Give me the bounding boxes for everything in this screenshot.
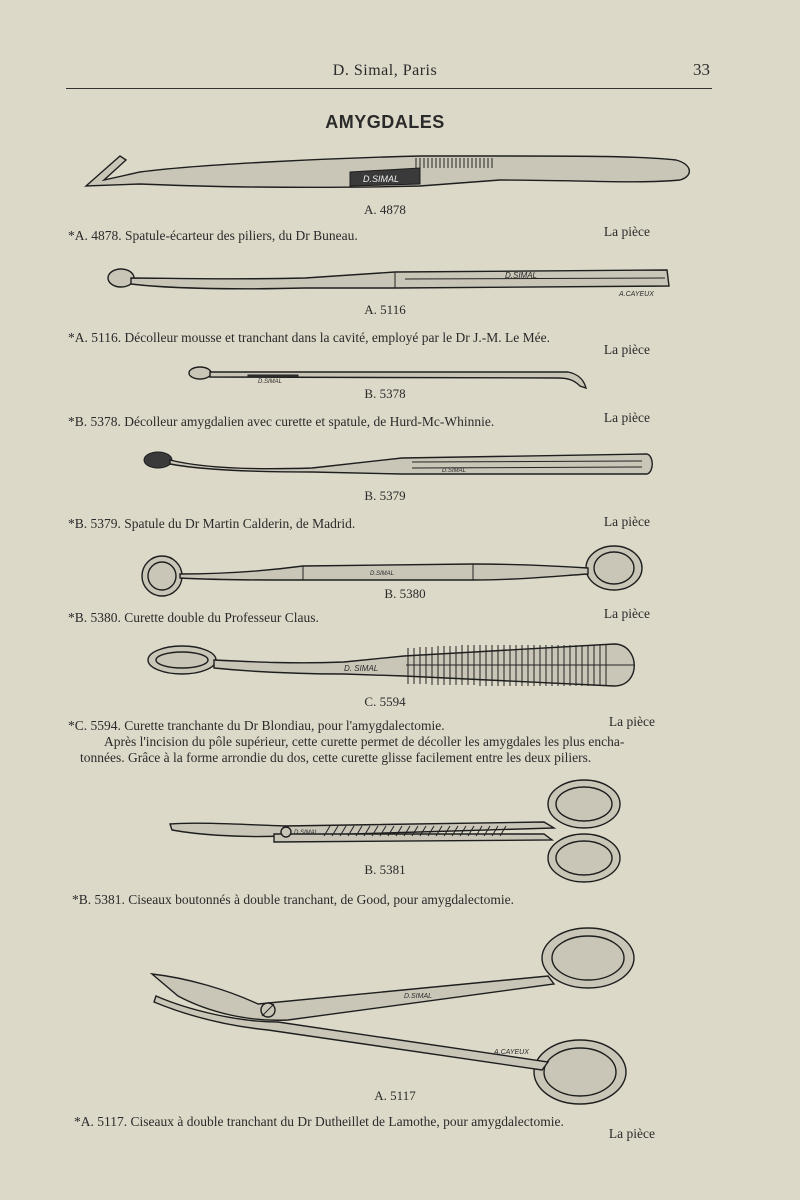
item-note-line: Après l'incision du pôle supérieur, cette curette permet de décoller les amygdales les plus encha- (104, 734, 625, 749)
item-code: B. 5381 (364, 862, 406, 877)
engraving-engraver: A.CAYEUX (494, 1049, 529, 1056)
item-price: La pièce (603, 342, 650, 357)
engraving-maker: D.SIMAL (404, 993, 433, 1000)
item-price: La pièce (608, 714, 655, 729)
engraving-maker: D.SIMAL (258, 379, 283, 385)
item-price: La pièce (603, 224, 650, 239)
item-code: C. 5594 (364, 694, 406, 709)
item-description: *A. 5117. Ciseaux à double tranchant du Dr Dutheillet de Lamothe, pour amygdalectomie. (74, 1114, 564, 1129)
instrument-a5117-illustration (148, 926, 643, 1111)
item-description: *C. 5594. Curette tranchante du Dr Blondiau, pour l'amygdalectomie. (68, 718, 445, 733)
item-price: La pièce (603, 514, 650, 529)
item-code: A. 5116 (364, 302, 406, 317)
item-description: *A. 4878. Spatule-écarteur des piliers, du Dr Buneau. (68, 228, 358, 243)
item-code: B. 5380 (384, 586, 426, 601)
running-header: D. Simal, Paris (332, 62, 438, 79)
item-description: *A. 5116. Décolleur mousse et tranchant dans la cavité, employé par le Dr J.-M. Le Mée. (68, 330, 550, 345)
instrument-a5116-illustration (105, 266, 675, 298)
header-rule (66, 88, 712, 89)
item-description: *B. 5378. Décolleur amygdalien avec curette et spatule, de Hurd-Mc-Whinnie. (68, 414, 495, 429)
item-code: B. 5379 (364, 488, 406, 503)
item-price: La pièce (608, 1126, 655, 1141)
instrument-b5379-illustration (142, 448, 657, 482)
section-title: AMYGDALES (325, 112, 445, 132)
instrument-c5594-illustration (144, 640, 644, 692)
engraving-maker: D.SIMAL (294, 830, 319, 836)
engraving-maker: D. SIMAL (344, 664, 379, 673)
instrument-a4878-illustration (80, 150, 700, 195)
engraving-maker: D.SIMAL (370, 571, 395, 577)
page-number: 33 (693, 60, 710, 79)
item-price: La pièce (603, 606, 650, 621)
engraving-engraver: A.CAYEUX (619, 291, 654, 298)
engraving-maker: D.SIMAL (442, 468, 467, 474)
item-code: A. 5117 (374, 1088, 416, 1103)
item-code: B. 5378 (364, 386, 406, 401)
engraving-maker: D.SIMAL (363, 174, 400, 184)
item-note-line: tonnées. Grâce à la forme arrondie du dos, cette curette glisse facilement entre les deux piliers. (80, 750, 592, 765)
item-description: *B. 5380. Curette double du Professeur Claus. (68, 610, 319, 625)
engraving-maker: D.SIMAL (505, 271, 538, 280)
item-description: *B. 5379. Spatule du Dr Martin Calderin, de Madrid. (68, 516, 356, 531)
item-price: La pièce (603, 410, 650, 425)
item-description: *B. 5381. Ciseaux boutonnés à double tranchant, de Good, pour amygdalectomie. (72, 892, 515, 907)
item-code: A. 4878 (364, 202, 406, 217)
